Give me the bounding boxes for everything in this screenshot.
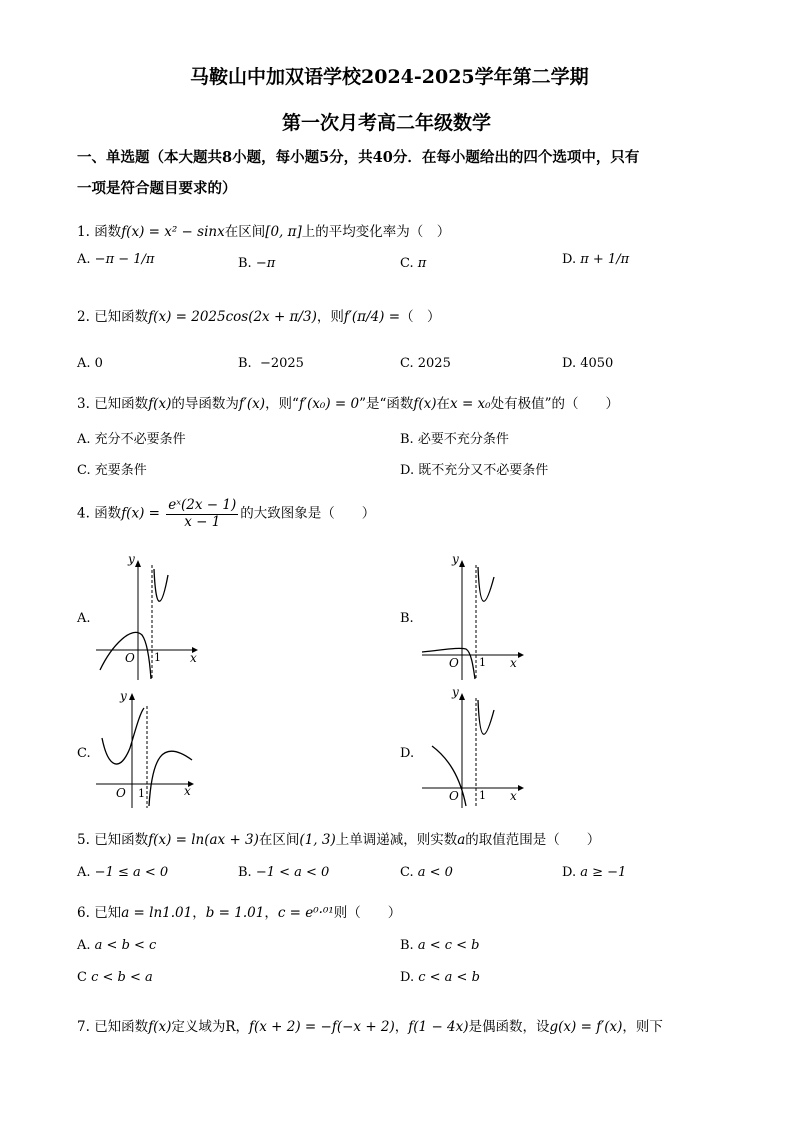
question-3-stem: 3. 已知函数f(x)的导函数为f′(x)，则“f′(x₀) = 0”是“函数f(x)在x = x₀处有极值”的（ ）: [77, 396, 619, 412]
question-6-option-b: B. a < c < b: [400, 938, 480, 953]
title-line-2: 第一次月考高二年级数学: [282, 112, 492, 134]
graph-d-x-label: x: [510, 789, 517, 803]
question-3-option-d: D. 既不充分又不必要条件: [400, 463, 549, 478]
question-3-option-b: B. 必要不充分条件: [400, 432, 509, 447]
graph-c-x-label: x: [184, 784, 191, 798]
question-4-option-b: B.: [400, 611, 414, 626]
question-2-option-b: B. −2025: [238, 356, 304, 371]
graph-b-right-branch: [478, 567, 494, 601]
question-6-option-a: A. a < b < c: [77, 938, 157, 953]
graph-d: [418, 688, 528, 813]
graph-a-y-label: y: [128, 555, 135, 566]
question-5-option-c: C. a < 0: [400, 865, 453, 880]
graph-d-one: 1: [479, 789, 486, 802]
question-4-option-a: A.: [77, 611, 91, 626]
question-2-stem: 2. 已知函数f(x) = 2025cos(2x + π/3)，则f′(π/4) =（ ）: [77, 309, 441, 325]
question-4-option-d: D.: [400, 746, 415, 761]
graph-b-origin: O: [449, 656, 459, 670]
question-1-option-a: A. −π − 1/π: [77, 252, 155, 267]
graph-a-x-label: x: [190, 651, 197, 665]
question-1-stem: 1. 函数f(x) = x² − sinx在区间[0, π]上的平均变化率为（ ）: [77, 224, 451, 240]
question-6-option-c: C c < b < a: [77, 970, 153, 985]
question-2-option-a: A. 0: [77, 356, 103, 371]
question-5-option-b: B. −1 < a < 0: [238, 865, 330, 880]
title-line-1: 马鞍山中加双语学校2024-2025学年第二学期: [190, 66, 589, 88]
question-5-option-d: D. a ≥ −1: [562, 865, 627, 880]
graph-d-right-branch: [478, 700, 494, 734]
graph-d-origin: O: [449, 789, 459, 803]
question-5-option-a: A. −1 ≤ a < 0: [77, 865, 169, 880]
question-2-option-c: C. 2025: [400, 356, 451, 371]
graph-a-right-branch: [154, 569, 168, 601]
question-7-stem: 7. 已知函数f(x)定义域为R，f(x + 2) = −f(−x + 2)，f(1 − 4x)是偶函数，设g(x) = f′(x)，则下: [77, 1019, 663, 1035]
question-1-option-b: B. −π: [238, 256, 276, 271]
graph-a: [92, 555, 202, 685]
graph-c-one: 1: [138, 787, 145, 800]
question-1-option-c: C. π: [400, 256, 427, 271]
question-3-option-a: A. 充分不必要条件: [77, 432, 186, 447]
question-4-option-c: C.: [77, 746, 91, 761]
question-4-stem: 4. 函数f(x) = $\frac{\text{eˣ(2x − 1)}}{x - 1}$ 的大致图象是（ ）: [77, 497, 376, 530]
question-6-option-d: D. c < a < b: [400, 970, 480, 985]
graph-c-left-branch: [102, 708, 144, 764]
question-2-option-d: D. 4050: [562, 356, 614, 371]
graph-c-origin: O: [116, 786, 126, 800]
graph-b-x-label: x: [510, 656, 517, 670]
question-6-stem: 6. 已知a = ln1.01，b = 1.01，c = e⁰·⁰¹则（ ）: [77, 905, 402, 921]
graph-d-y-label: y: [452, 688, 459, 699]
graph-b: [418, 555, 528, 685]
graph-c: [92, 688, 202, 813]
section-heading-line-2: 一项是符合题目要求的）: [77, 180, 237, 197]
section-heading-line-1: 一、单选题（本大题共8小题，每小题5分，共40分．在每小题给出的四个选项中，只有: [77, 149, 640, 166]
graph-b-one: 1: [479, 656, 486, 669]
question-5-stem: 5. 已知函数f(x) = ln(ax + 3)在区间(1, 3)上单调递减，则实数a的取值范围是（ ）: [77, 832, 601, 848]
graph-a-origin: O: [125, 651, 135, 665]
graph-b-y-label: y: [452, 555, 459, 566]
question-3-option-c: C. 充要条件: [77, 463, 147, 478]
graph-c-y-label: y: [120, 689, 127, 703]
question-1-option-d: D. π + 1/π: [562, 252, 630, 267]
graph-a-one: 1: [154, 651, 161, 664]
